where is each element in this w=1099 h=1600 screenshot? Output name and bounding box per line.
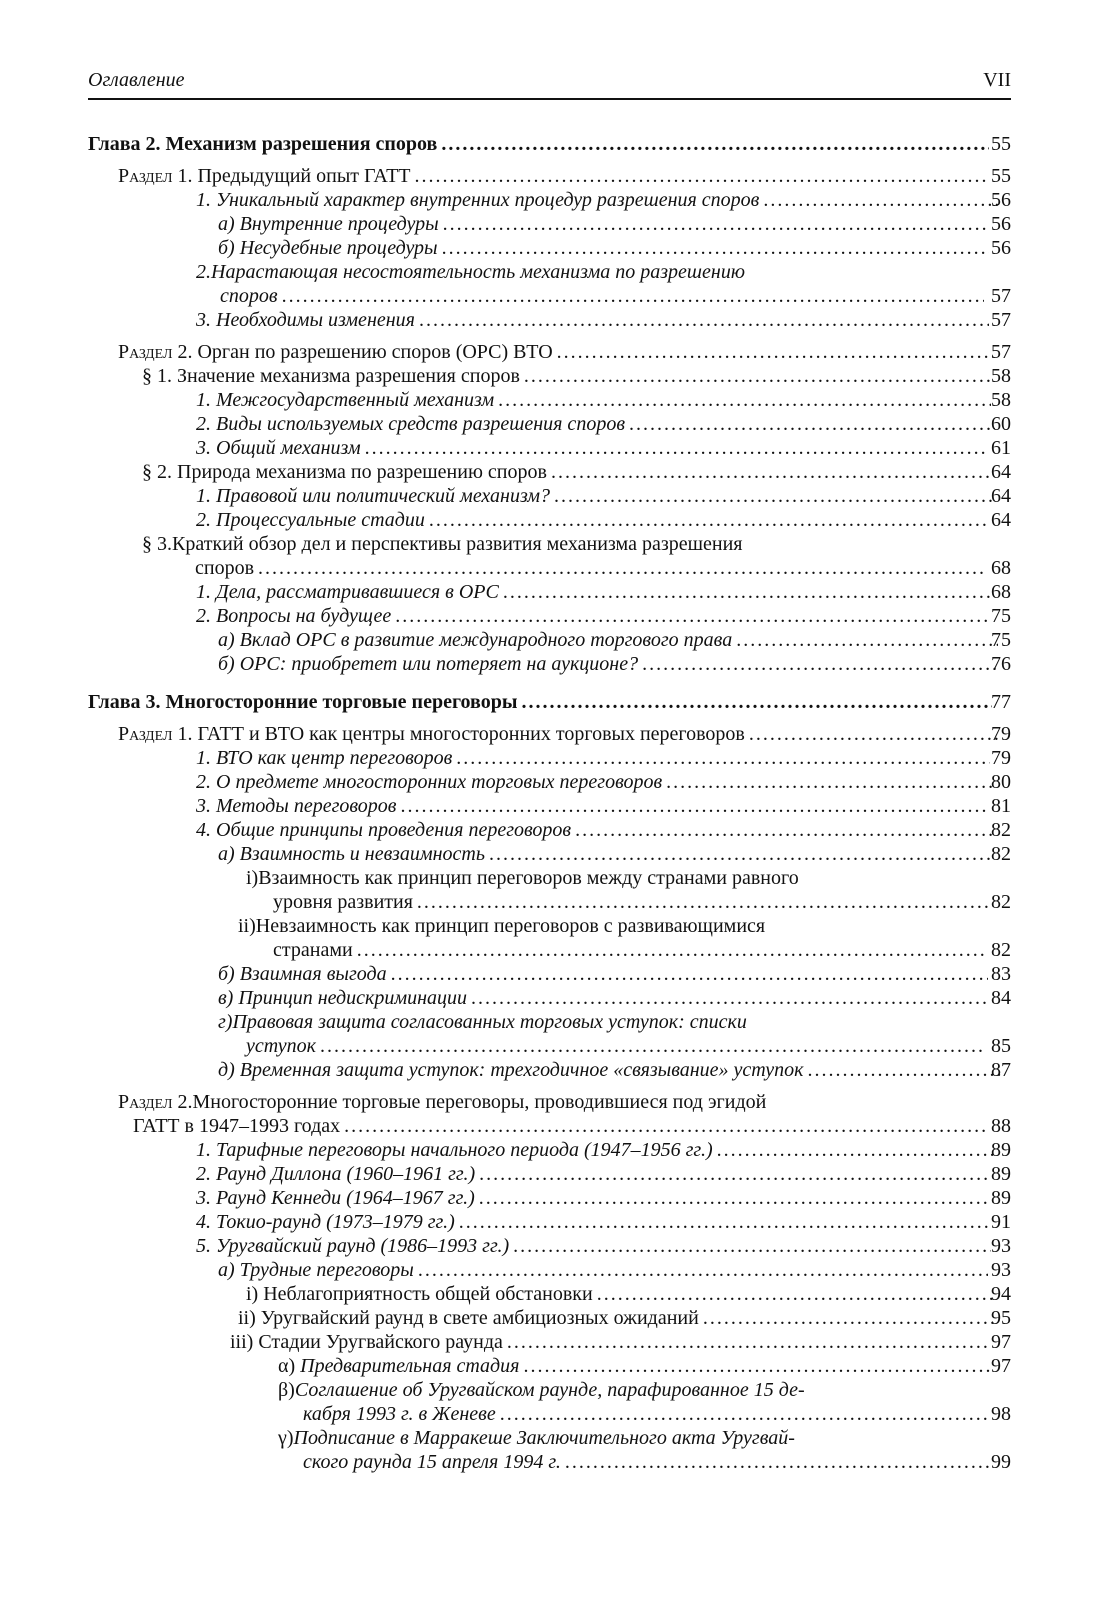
toc-entry	[88, 866, 1011, 914]
toc-entry	[88, 1138, 1011, 1162]
toc-entry-title-cont: кабря 1993 г. в Женеве	[303, 1403, 496, 1425]
toc-entry	[88, 1330, 1011, 1354]
toc-entry-page: 82	[991, 843, 1011, 865]
toc-entry-title: Природа механизма по разрешению споров	[177, 461, 547, 483]
section-title: Оглавление	[88, 69, 185, 91]
toc-entry-page: 89	[991, 1139, 1011, 1161]
toc-entry-title: Внутренние процедуры	[239, 213, 439, 235]
toc-entry	[88, 1354, 1011, 1378]
toc-entry-number: 1.	[196, 747, 211, 769]
toc-entry-page: 58	[991, 365, 1011, 387]
toc-entry-title: Нарастающая несостоятельность механизма по разрешению	[211, 261, 745, 283]
toc-entry	[88, 580, 1011, 604]
toc-entry-number: 4.	[196, 819, 211, 841]
toc-entry	[88, 914, 1011, 962]
toc-entry-title: Многосторонние торговые переговоры, проводившиеся под эгидой	[192, 1091, 767, 1113]
toc-entry-page: 57	[991, 341, 1011, 363]
toc-entry-title: Межгосударственный механизм	[216, 389, 495, 411]
toc-entry-page: 76	[991, 653, 1011, 675]
toc-entry-title: Временная защита уступок: трехгодичное «связывание» уступок	[239, 1059, 804, 1081]
toc-entry-number: § 2.	[142, 461, 172, 483]
toc-entry-page: 55	[991, 133, 1011, 155]
toc-entry-number: ii)	[238, 915, 256, 937]
toc-entry-page: 56	[991, 189, 1011, 211]
toc-entry-page: 93	[991, 1235, 1011, 1257]
toc-entry	[88, 164, 1011, 188]
toc-entry	[88, 722, 1011, 746]
toc-entry-page: 68	[991, 581, 1011, 603]
toc-entry	[88, 794, 1011, 818]
toc-entry-number: 2.	[196, 413, 211, 435]
toc-entry-title: Взаимная выгода	[239, 963, 387, 985]
toc-entry-title-cont: ского раунда 15 апреля 1994 г.	[303, 1451, 561, 1473]
toc-entry-title: Взаимность и невзаимность	[239, 843, 485, 865]
toc-entry-page: 56	[991, 213, 1011, 235]
toc-entry	[88, 436, 1011, 460]
toc-entry-title: Вопросы на будущее	[216, 605, 392, 627]
toc-entry-number: б)	[218, 963, 235, 985]
toc-entry-page: 97	[991, 1331, 1011, 1353]
toc-entry-title: Краткий обзор дел и перспективы развития механизма разрешения	[172, 533, 743, 555]
toc-entry-title: Общие принципы проведения переговоров	[216, 819, 572, 841]
toc-entry	[88, 188, 1011, 212]
toc-entry-page: 79	[991, 723, 1011, 745]
toc-entry-title: Неблагоприятность общей обстановки	[263, 1283, 593, 1305]
toc-entry-title: Методы переговоров	[216, 795, 397, 817]
toc-entry	[88, 212, 1011, 236]
toc-entry	[88, 1058, 1011, 1082]
toc-entry	[88, 1162, 1011, 1186]
toc-entry-title: Дела, рассматривавшиеся в ОРС	[216, 581, 499, 603]
toc-entry-page: 75	[991, 605, 1011, 627]
toc-entry-number: 1.	[196, 189, 211, 211]
toc-entry-page: 64	[991, 461, 1011, 483]
table-of-contents	[88, 132, 1011, 1474]
toc-entry	[88, 818, 1011, 842]
toc-entry-title: Раунд Кеннеди (1964–1967 гг.)	[216, 1187, 475, 1209]
toc-entry	[88, 340, 1011, 364]
toc-entry-title: Стадии Уругвайского раунда	[258, 1331, 503, 1353]
toc-entry-number: 1.	[196, 1139, 211, 1161]
toc-entry-page: 57	[991, 285, 1011, 307]
toc-entry-number: 2.	[196, 605, 211, 627]
toc-entry-number: 2.	[196, 1163, 211, 1185]
toc-entry	[88, 532, 1011, 580]
toc-entry-page: 58	[991, 389, 1011, 411]
toc-entry-number: в)	[218, 987, 234, 1009]
toc-entry-title: Уругвайский раунд (1986–1993 гг.)	[216, 1235, 510, 1257]
toc-entry-number: а)	[218, 213, 235, 235]
toc-entry-page: 98	[991, 1403, 1011, 1425]
toc-chapter-2	[88, 132, 1011, 156]
toc-entry-number: i)	[246, 867, 259, 889]
toc-entry-title: Тарифные переговоры начального периода (1947–1956 гг.)	[216, 1139, 713, 1161]
toc-entry	[88, 1186, 1011, 1210]
toc-chapter-3	[88, 690, 1011, 714]
toc-entry-number: Раздел 1.	[118, 723, 193, 745]
toc-entry-title: Принцип недискриминации	[238, 987, 468, 1009]
toc-entry-number: § 1.	[142, 365, 172, 387]
toc-entry-number: 3.	[196, 309, 211, 331]
toc-entry-title: Орган по разрешению споров (ОРС) ВТО	[197, 341, 553, 363]
toc-entry	[88, 628, 1011, 652]
toc-entry-page: 99	[991, 1451, 1011, 1473]
toc-entry-title: О предмете многосторонних торговых переговоров	[216, 771, 663, 793]
toc-entry-title: Уругвайский раунд в свете амбициозных ожиданий	[260, 1307, 699, 1329]
toc-entry-title: Правовая защита согласованных торговых уступок: списки	[232, 1011, 747, 1033]
toc-entry-number: 3.	[196, 437, 211, 459]
toc-entry	[88, 1426, 1011, 1474]
toc-entry-title: Общий механизм	[216, 437, 361, 459]
toc-entry-title: ВТО как центр переговоров	[216, 747, 453, 769]
toc-entry-number: α)	[278, 1355, 296, 1377]
toc-entry-title: Процессуальные стадии	[216, 509, 425, 531]
toc-entry	[88, 1234, 1011, 1258]
toc-entry-page: 81	[991, 795, 1011, 817]
toc-entry-number: Раздел 1.	[118, 165, 193, 187]
toc-entry-page: 55	[991, 165, 1011, 187]
toc-entry-page: 89	[991, 1187, 1011, 1209]
toc-entry-number: 1.	[196, 581, 211, 603]
toc-entry-page: 64	[991, 509, 1011, 531]
toc-entry-title: Раунд Диллона (1960–1961 гг.)	[216, 1163, 476, 1185]
toc-entry	[88, 1210, 1011, 1234]
toc-entry-title-cont: споров	[195, 557, 255, 579]
toc-entry	[88, 770, 1011, 794]
toc-entry-title: Предварительная стадия	[300, 1355, 520, 1377]
toc-entry-title: Уникальный характер внутренних процедур разрешения споров	[216, 189, 760, 211]
toc-entry	[88, 604, 1011, 628]
toc-entry-page: 83	[991, 963, 1011, 985]
toc-entry-number: iii)	[230, 1331, 254, 1353]
toc-entry-number: 5.	[196, 1235, 211, 1257]
toc-entry-number: 2.	[196, 509, 211, 531]
toc-entry-title: Несудебные процедуры	[239, 237, 438, 259]
toc-entry-number: Раздел 2.	[118, 1091, 193, 1113]
toc-entry-number: 2.	[196, 771, 211, 793]
toc-entry	[88, 1282, 1011, 1306]
toc-entry-title: Взаимность как принцип переговоров между странами равного	[258, 867, 799, 889]
toc-entry-number: а)	[218, 1259, 235, 1281]
toc-entry	[88, 962, 1011, 986]
toc-entry	[88, 412, 1011, 436]
toc-entry	[88, 1258, 1011, 1282]
toc-entry-number: 4.	[196, 1211, 211, 1233]
toc-entry-page: 56	[991, 237, 1011, 259]
toc-entry-title: Значение механизма разрешения споров	[177, 365, 520, 387]
toc-entry-number: а)	[218, 629, 235, 651]
toc-entry	[88, 484, 1011, 508]
toc-entry	[88, 1378, 1011, 1426]
toc-entry	[88, 308, 1011, 332]
toc-entry-number: 3.	[196, 1187, 211, 1209]
toc-entry	[88, 236, 1011, 260]
toc-entry-page: 79	[991, 747, 1011, 769]
toc-entry	[88, 460, 1011, 484]
toc-entry-title: Соглашение об Уругвайском раунде, парафированное 15 де-	[294, 1379, 805, 1401]
toc-entry-number: i)	[246, 1283, 259, 1305]
toc-entry	[88, 746, 1011, 770]
toc-entry-number: б)	[218, 653, 235, 675]
toc-entry-number: β)	[278, 1379, 295, 1401]
toc-entry-page: 91	[991, 1211, 1011, 1233]
toc-entry-title-cont: странами	[273, 939, 353, 961]
toc-entry-number: 2.	[196, 261, 211, 283]
toc-entry-page: 75	[991, 629, 1011, 651]
toc-entry-page: 82	[991, 819, 1011, 841]
toc-entry-title: Правовой или политический механизм?	[216, 485, 551, 507]
toc-entry-title: Виды используемых средств разрешения споров	[216, 413, 625, 435]
toc-entry-page: 61	[991, 437, 1011, 459]
toc-entry-page: 85	[991, 1035, 1011, 1057]
toc-entry-title: Предыдущий опыт ГАТТ	[197, 165, 411, 187]
toc-entry	[88, 260, 1011, 308]
toc-entry-number: § 3.	[142, 533, 172, 555]
toc-entry-number: 1.	[196, 389, 211, 411]
toc-entry-title: Токио-раунд (1973–1979 гг.)	[216, 1211, 455, 1233]
toc-entry-page: 82	[991, 891, 1011, 913]
toc-entry-title-cont: уступок	[246, 1035, 316, 1057]
toc-entry-page: 60	[991, 413, 1011, 435]
toc-entry-number: 1.	[196, 485, 211, 507]
toc-entry	[88, 388, 1011, 412]
toc-entry-page: 82	[991, 939, 1011, 961]
toc-entry	[88, 508, 1011, 532]
toc-entry-number: а)	[218, 843, 235, 865]
toc-entry	[88, 1306, 1011, 1330]
toc-entry-title-cont: ГАТТ в 1947–1993 годах	[133, 1115, 341, 1137]
toc-entry-page: 87	[991, 1059, 1011, 1081]
toc-entry	[88, 652, 1011, 676]
toc-entry-number: ii)	[238, 1307, 256, 1329]
toc-entry-title: Необходимы изменения	[216, 309, 415, 331]
toc-entry-title: Вклад ОРС в развитие международного торгового права	[239, 629, 733, 651]
toc-entry	[88, 1010, 1011, 1058]
toc-entry	[88, 986, 1011, 1010]
toc-entry-number: Раздел 2.	[118, 341, 193, 363]
toc-entry-page: 93	[991, 1259, 1011, 1281]
toc-entry-page: 57	[991, 309, 1011, 331]
toc-entry-title: ГАТТ и ВТО как центры многосторонних торговых переговоров	[197, 723, 745, 745]
toc-entry-page: 95	[991, 1307, 1011, 1329]
running-header	[88, 62, 1011, 100]
toc-entry-number: б)	[218, 237, 235, 259]
toc-entry-number: γ)	[278, 1427, 294, 1449]
toc-entry-page: 94	[991, 1283, 1011, 1305]
toc-entry-title: ОРС: приобретет или потеряет на аукционе?	[239, 653, 639, 675]
toc-entry	[88, 364, 1011, 388]
toc-entry-page: 84	[991, 987, 1011, 1009]
toc-entry-title: Трудные переговоры	[239, 1259, 414, 1281]
toc-entry-page: 88	[991, 1115, 1011, 1137]
toc-entry-title: Глава 2. Механизм разрешения споров	[88, 133, 438, 155]
toc-entry-page: 77	[991, 691, 1011, 713]
toc-entry-page: 97	[991, 1355, 1011, 1377]
toc-entry	[88, 1090, 1011, 1138]
toc-entry-title: Подписание в Марракеше Заключительного акта Уругвай-	[293, 1427, 795, 1449]
page-number-roman: VII	[983, 69, 1011, 91]
toc-entry-title: Невзаимность как принцип переговоров с развивающимися	[255, 915, 766, 937]
toc-entry-page: 68	[991, 557, 1011, 579]
toc-entry-page: 89	[991, 1163, 1011, 1185]
toc-entry	[88, 842, 1011, 866]
toc-entry-title-cont: уровня развития	[273, 891, 413, 913]
toc-entry-number: 3.	[196, 795, 211, 817]
toc-entry-page: 64	[991, 485, 1011, 507]
toc-entry-title-cont: споров	[220, 285, 278, 307]
toc-entry-number: г)	[218, 1011, 233, 1033]
toc-entry-title: Глава 3. Многосторонние торговые переговоры	[88, 691, 518, 713]
toc-entry-number: д)	[218, 1059, 235, 1081]
toc-entry-page: 80	[991, 771, 1011, 793]
